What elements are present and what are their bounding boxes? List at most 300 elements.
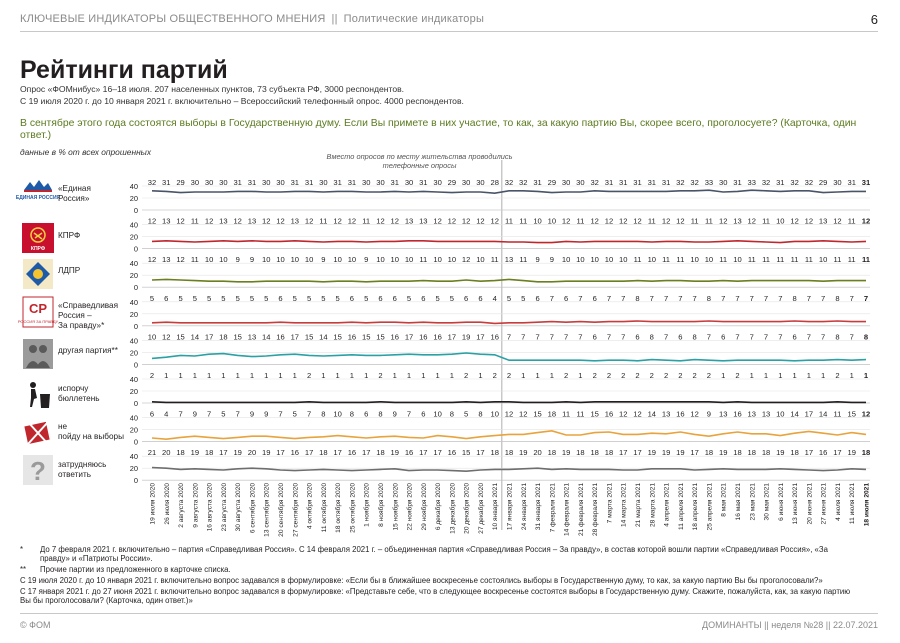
data-label: 31 <box>776 178 785 187</box>
data-label: 31 <box>419 178 428 187</box>
data-label: 9 <box>549 255 554 265</box>
data-label: 30 <box>833 178 842 187</box>
data-label: 7 <box>706 332 712 342</box>
x-tick-label: 4 апреля 2021 <box>663 483 671 527</box>
data-label: 17 <box>204 332 214 342</box>
data-label: 9 <box>264 409 269 419</box>
data-label: 18 <box>733 448 742 458</box>
sr-logo-subtext: РОССИЯ ЗА ПРАВДУ <box>17 319 59 324</box>
x-tick-label: 1 ноября 2020 <box>363 483 371 527</box>
series-line-4 <box>152 353 866 361</box>
data-label: 31 <box>533 178 542 187</box>
data-label: 19 <box>519 448 528 458</box>
data-label: 17 <box>833 448 842 458</box>
data-label: 11 <box>847 216 856 226</box>
data-label: 6 <box>392 293 397 303</box>
data-label: 10 <box>290 255 300 265</box>
data-label: 2 <box>606 371 612 380</box>
data-label: 11 <box>719 255 728 265</box>
x-tick-label: 21 марта 2021 <box>635 483 643 528</box>
data-label: 15 <box>304 332 314 342</box>
data-label: 16 <box>433 332 442 342</box>
series-line-1 <box>152 241 866 243</box>
series-label-0: «Единая Россия» <box>58 184 91 203</box>
data-label: 17 <box>633 448 642 458</box>
data-label: 1 <box>335 371 340 380</box>
data-label: 18 <box>547 409 557 419</box>
y-tick-label: 40 <box>129 452 138 462</box>
data-label: 8 <box>635 293 640 303</box>
data-label: 1 <box>763 371 769 380</box>
data-label: 9 <box>249 409 255 419</box>
data-label: 5 <box>292 409 297 419</box>
data-label: 8 <box>706 293 712 303</box>
data-label: 7 <box>763 293 769 303</box>
x-tick-label: 14 марта 2021 <box>620 483 628 528</box>
data-label: 7 <box>278 409 283 419</box>
data-label: 10 <box>476 255 485 265</box>
data-label: 7 <box>606 293 612 303</box>
data-label: 32 <box>504 178 514 187</box>
data-label: 12 <box>176 255 185 265</box>
x-tick-label: 14 февраля 2021 <box>563 483 571 537</box>
data-label: 1 <box>478 371 483 380</box>
data-label: 15 <box>461 448 471 458</box>
x-tick-label: 16 мая 2021 <box>734 483 742 521</box>
data-label: 6 <box>278 293 283 303</box>
data-label: 12 <box>690 409 699 419</box>
data-label: 12 <box>861 409 871 419</box>
y-tick-label: 0 <box>133 321 138 331</box>
footnote-2-mark: ** <box>20 565 27 574</box>
data-label: 1 <box>578 371 583 380</box>
data-label: 18 <box>747 448 756 458</box>
data-label: 2 <box>564 371 569 380</box>
data-label: 18 <box>604 448 614 458</box>
data-label: 1 <box>435 371 440 380</box>
data-label: 10 <box>347 255 357 265</box>
data-label: 12 <box>861 216 871 226</box>
data-label: 5 <box>335 293 340 303</box>
data-label: 7 <box>849 332 854 342</box>
data-label: 10 <box>304 255 314 265</box>
x-tick-label: 6 июня 2021 <box>777 483 785 521</box>
data-label: 10 <box>547 216 557 226</box>
data-label: 30 <box>361 178 371 187</box>
data-label: 1 <box>421 371 426 380</box>
data-label: 30 <box>190 178 200 187</box>
data-label: 12 <box>790 216 799 226</box>
data-label: 10 <box>561 255 571 265</box>
series-label-3: «Справедливая Россия – За правду»* <box>58 301 119 330</box>
x-tick-label: 23 мая 2021 <box>749 483 757 521</box>
data-label: 13 <box>718 409 728 419</box>
footer-divider <box>20 613 878 614</box>
data-label: 6 <box>792 332 797 342</box>
data-label: 6 <box>592 332 597 342</box>
x-tick-label: 4 июля 2021 <box>834 483 842 521</box>
data-label: 1 <box>749 371 754 380</box>
data-label: 6 <box>378 293 383 303</box>
data-label: 18 <box>761 448 771 458</box>
series-line-5 <box>152 402 866 403</box>
data-label: 1 <box>321 371 326 380</box>
data-label: 31 <box>347 178 357 187</box>
x-tick-label: 28 февраля 2021 <box>592 483 600 537</box>
data-label: 19 <box>647 448 657 458</box>
data-label: 7 <box>578 332 583 342</box>
series-line-0 <box>152 190 866 193</box>
kprf-logo-text: КПРФ <box>30 246 46 252</box>
y-tick-label: 40 <box>129 297 138 307</box>
x-tick-label: 26 июля 2020 <box>163 483 171 525</box>
data-label: 10 <box>533 216 542 226</box>
data-label: 32 <box>790 178 799 187</box>
data-label: 8 <box>792 293 797 303</box>
data-label: 2 <box>649 371 654 380</box>
data-label: 11 <box>704 216 713 226</box>
data-label: 12 <box>262 216 271 226</box>
data-label: 15 <box>176 332 185 342</box>
data-label: 31 <box>290 178 300 187</box>
data-label: 1 <box>221 371 226 380</box>
data-label: 7 <box>806 293 811 303</box>
data-label: 32 <box>690 178 699 187</box>
data-label: 31 <box>162 178 171 187</box>
data-label: 11 <box>490 255 499 265</box>
y-tick-label: 20 <box>129 348 138 358</box>
x-tick-label: 18 апреля 2021 <box>692 483 700 531</box>
data-label: 33 <box>704 178 714 187</box>
data-label: 2 <box>678 371 683 380</box>
data-label: 19 <box>190 448 200 458</box>
data-label: 9 <box>249 255 255 265</box>
data-label: 30 <box>319 178 328 187</box>
data-label: 7 <box>863 293 869 303</box>
data-label: 17 <box>404 332 414 342</box>
x-tick-label: 25 октября 2020 <box>349 483 357 533</box>
data-label: 7 <box>621 293 626 303</box>
x-tick-label: 7 февраля 2021 <box>549 483 557 533</box>
data-label: 10 <box>404 255 414 265</box>
data-label: 2 <box>149 371 155 380</box>
data-label: 19 <box>718 448 728 458</box>
data-label: 11 <box>190 216 199 226</box>
data-label: 12 <box>476 216 485 226</box>
data-label: 20 <box>162 448 171 458</box>
data-label: 20 <box>533 448 542 458</box>
data-label: 7 <box>564 332 569 342</box>
data-label: 11 <box>776 255 785 265</box>
y-tick-label: 0 <box>133 206 138 215</box>
page-title: Рейтинги партий <box>20 56 228 84</box>
footnote-2: Прочие партии из предложенного в карточке списка. <box>40 565 231 574</box>
data-label: 10 <box>204 255 214 265</box>
data-label: 16 <box>276 332 285 342</box>
data-label: 6 <box>349 293 355 303</box>
data-label: 1 <box>278 371 283 380</box>
data-label: 12 <box>390 216 399 226</box>
data-label: 5 <box>521 293 526 303</box>
data-label: 12 <box>276 216 285 226</box>
data-label: 18 <box>204 448 214 458</box>
data-label: 9 <box>192 409 197 419</box>
sr-logo-text: СР <box>28 301 48 316</box>
x-tick-label: 11 октября 2020 <box>320 483 328 533</box>
data-label: 8 <box>863 332 869 342</box>
data-label: 31 <box>647 178 657 187</box>
data-label: 13 <box>404 216 414 226</box>
data-label: 5 <box>406 293 412 303</box>
data-label: 13 <box>661 409 671 419</box>
svg-text:?: ? <box>30 456 46 486</box>
data-label: 7 <box>778 332 783 342</box>
data-label: 12 <box>633 216 642 226</box>
data-label: 12 <box>176 216 185 226</box>
data-label: 7 <box>663 293 669 303</box>
data-label: 13 <box>818 216 828 226</box>
y-tick-label: 40 <box>129 220 138 230</box>
data-label: 7 <box>535 332 540 342</box>
data-label: 15 <box>533 409 542 419</box>
series-label-7: затрудняюсь ответить <box>58 460 107 479</box>
data-label: 1 <box>849 371 854 380</box>
data-label: 1 <box>521 371 526 380</box>
footer-copyright: © ФОМ <box>20 620 51 630</box>
data-label: 17 <box>361 448 371 458</box>
data-label: 1 <box>549 371 554 380</box>
data-label: 32 <box>590 178 599 187</box>
data-label: 1 <box>178 371 183 380</box>
x-tick-label: 27 июня 2021 <box>820 483 828 525</box>
data-label: 7 <box>749 293 754 303</box>
data-label: 2 <box>692 371 697 380</box>
data-label: 9 <box>535 255 540 265</box>
data-label: 8 <box>378 409 383 419</box>
data-label: 31 <box>390 178 399 187</box>
data-label: 13 <box>419 216 428 226</box>
data-label: 18 <box>504 448 514 458</box>
data-label: 5 <box>149 293 155 303</box>
data-label: 21 <box>147 448 157 458</box>
data-label: 5 <box>506 293 512 303</box>
data-label: 15 <box>847 409 856 419</box>
data-label: 16 <box>404 448 414 458</box>
data-label: 11 <box>762 255 770 265</box>
x-tick-label: 13 декабря 2020 <box>449 483 457 534</box>
data-label: 31 <box>633 178 642 187</box>
data-label: 11 <box>847 255 856 265</box>
data-label: 2 <box>378 371 383 380</box>
data-label: 30 <box>219 178 228 187</box>
data-label: 7 <box>749 332 754 342</box>
header-section: КЛЮЧЕВЫЕ ИНДИКАТОРЫ ОБЩЕСТВЕННОГО МНЕНИЯ <box>20 13 326 25</box>
data-label: 31 <box>619 178 628 187</box>
data-label: 18 <box>219 332 228 342</box>
series-label-5: испорчу бюллетень <box>58 384 100 403</box>
data-label: 10 <box>776 409 785 419</box>
data-label: 5 <box>221 293 226 303</box>
data-label: 1 <box>207 371 212 380</box>
data-label: 18 <box>704 448 714 458</box>
data-label: 7 <box>735 332 740 342</box>
data-label: 10 <box>776 216 785 226</box>
x-tick-label: 18 июля 2021 <box>863 483 871 527</box>
data-label: 32 <box>147 178 157 187</box>
data-label: 33 <box>747 178 756 187</box>
data-label: 4 <box>164 409 169 419</box>
data-label: 11 <box>861 255 871 265</box>
data-label: 19 <box>262 448 271 458</box>
data-label: 5 <box>364 293 369 303</box>
footnote-4: С 17 января 2021 г. до 27 июня 2021 г. включительно вопрос задавался в формулировке: «Представьте себе, что в следующее воскресенье состоятся выборы в Государственную думу. Скажите, пожалуйста, как, за какую партию Вы бы проголосовали? (Карточка, один ответ.)» <box>20 587 851 605</box>
data-label: 6 <box>564 293 569 303</box>
data-label: 19 <box>776 448 785 458</box>
data-label: 7 <box>621 332 626 342</box>
data-label: 1 <box>821 371 826 380</box>
x-tick-label: 25 апреля 2021 <box>706 483 714 531</box>
y-tick-label: 0 <box>133 283 138 293</box>
data-label: 5 <box>192 293 197 303</box>
data-label: 1 <box>406 371 412 380</box>
data-label: 18 <box>376 448 385 458</box>
x-tick-label: 17 января 2021 <box>506 483 514 531</box>
footer-brand: ДОМИНАНТЫ || неделя №28 || 22.07.2021 <box>702 620 878 630</box>
y-tick-label: 40 <box>129 259 138 269</box>
data-label: 16 <box>419 332 428 342</box>
data-label: 6 <box>364 409 369 419</box>
y-tick-label: 0 <box>133 244 138 254</box>
data-label: 10 <box>433 255 442 265</box>
data-label: 1 <box>392 371 397 380</box>
data-label: 2 <box>306 371 312 380</box>
data-label: 9 <box>364 255 369 265</box>
data-label: 1 <box>249 371 255 380</box>
data-label: 12 <box>304 216 314 226</box>
x-tick-label: 22 ноября 2020 <box>406 483 414 531</box>
data-label: 13 <box>733 216 742 226</box>
data-label: 12 <box>504 409 514 419</box>
data-label: 10 <box>376 255 385 265</box>
data-label: 6 <box>149 409 155 419</box>
data-label: 19 <box>676 448 685 458</box>
x-tick-label: 19 июля 2020 <box>149 483 157 525</box>
data-label: 10 <box>219 255 228 265</box>
data-label: 8 <box>835 332 840 342</box>
data-label: 9 <box>706 409 712 419</box>
data-label: 15 <box>361 332 371 342</box>
data-label: 1 <box>449 371 454 380</box>
data-label: 18 <box>547 448 557 458</box>
x-tick-label: 15 ноября 2020 <box>392 483 400 531</box>
data-label: 17 <box>690 448 699 458</box>
data-label: 7 <box>506 332 512 342</box>
survey-question: В сентябре этого года состоятся выборы в Государственную думу. Если Вы примете в них участие, то как, за какую партию Вы, скорее всего, проголосуете? (Карточка, один ответ.) <box>20 118 857 141</box>
data-label: 12 <box>747 216 756 226</box>
data-label: 17 <box>290 332 300 342</box>
data-label: 12 <box>490 216 499 226</box>
data-label: 8 <box>478 409 483 419</box>
data-label: 31 <box>333 178 342 187</box>
data-label: 31 <box>604 178 614 187</box>
data-label: 9 <box>235 255 240 265</box>
data-label: 11 <box>790 255 799 265</box>
y-tick-label: 0 <box>133 399 138 408</box>
data-label: 7 <box>549 332 554 342</box>
y-tick-label: 20 <box>129 232 138 242</box>
data-label: 13 <box>290 216 300 226</box>
data-label: 5 <box>292 293 297 303</box>
data-label: 13 <box>247 216 257 226</box>
data-label: 5 <box>306 293 312 303</box>
data-label: 8 <box>321 409 326 419</box>
data-label: 13 <box>504 255 514 265</box>
y-tick-label: 20 <box>129 387 138 396</box>
data-label: 16 <box>604 409 614 419</box>
data-label: 12 <box>433 216 442 226</box>
x-tick-label: 24 января 2021 <box>520 483 528 531</box>
data-label: 11 <box>319 216 328 226</box>
y-tick-label: 20 <box>129 271 138 281</box>
data-label: 1 <box>292 371 297 380</box>
data-label: 5 <box>207 293 212 303</box>
x-tick-label: 6 сентября 2020 <box>249 483 257 534</box>
data-label: 15 <box>333 332 342 342</box>
data-label: 11 <box>576 216 585 226</box>
data-label: 29 <box>547 178 557 187</box>
data-label: 7 <box>721 293 726 303</box>
data-label: 17 <box>447 332 457 342</box>
data-label: 5 <box>178 293 183 303</box>
data-label: 11 <box>519 216 528 226</box>
x-tick-label: 11 апреля 2021 <box>677 483 685 530</box>
data-label: 31 <box>233 178 242 187</box>
data-label: 12 <box>619 216 628 226</box>
data-label: 14 <box>262 332 271 342</box>
data-label: 19 <box>847 448 856 458</box>
data-label: 11 <box>690 216 699 226</box>
x-tick-label: 31 января 2021 <box>535 483 543 531</box>
footnote-3: С 19 июля 2020 г. до 10 января 2021 г. включительно вопрос задавался в формулировке: «Если бы в ближайшее воскресенье состоялись выборы в Государственную думу, то как, за какую партию Вы бы проголосовали?» <box>20 576 823 585</box>
y-tick-label: 40 <box>129 375 138 384</box>
data-label: 17 <box>419 448 428 458</box>
data-label: 28 <box>490 178 499 187</box>
data-label: 12 <box>333 216 342 226</box>
data-label: 16 <box>818 448 828 458</box>
data-label: 4 <box>492 293 497 303</box>
data-label: 7 <box>649 293 654 303</box>
y-tick-label: 0 <box>133 476 138 486</box>
data-label: 1 <box>806 371 811 380</box>
data-label: 1 <box>863 371 869 380</box>
data-label: 5 <box>249 293 255 303</box>
data-label: 10 <box>576 255 585 265</box>
data-label: 2 <box>735 371 740 380</box>
data-label: 19 <box>233 448 242 458</box>
data-label: 13 <box>761 409 771 419</box>
data-label: 7 <box>178 409 183 419</box>
data-label: 11 <box>190 255 199 265</box>
x-tick-label: 30 августа 2020 <box>235 483 243 532</box>
data-label: 29 <box>176 178 185 187</box>
unit-note: данные в % от всех опрошенных <box>20 147 152 157</box>
data-label: 16 <box>676 409 685 419</box>
x-tick-label: 27 декабря 2020 <box>477 483 485 534</box>
data-label: 30 <box>404 178 414 187</box>
x-tick-label: 7 марта 2021 <box>606 483 614 524</box>
data-label: 12 <box>619 409 628 419</box>
data-label: 5 <box>464 409 469 419</box>
